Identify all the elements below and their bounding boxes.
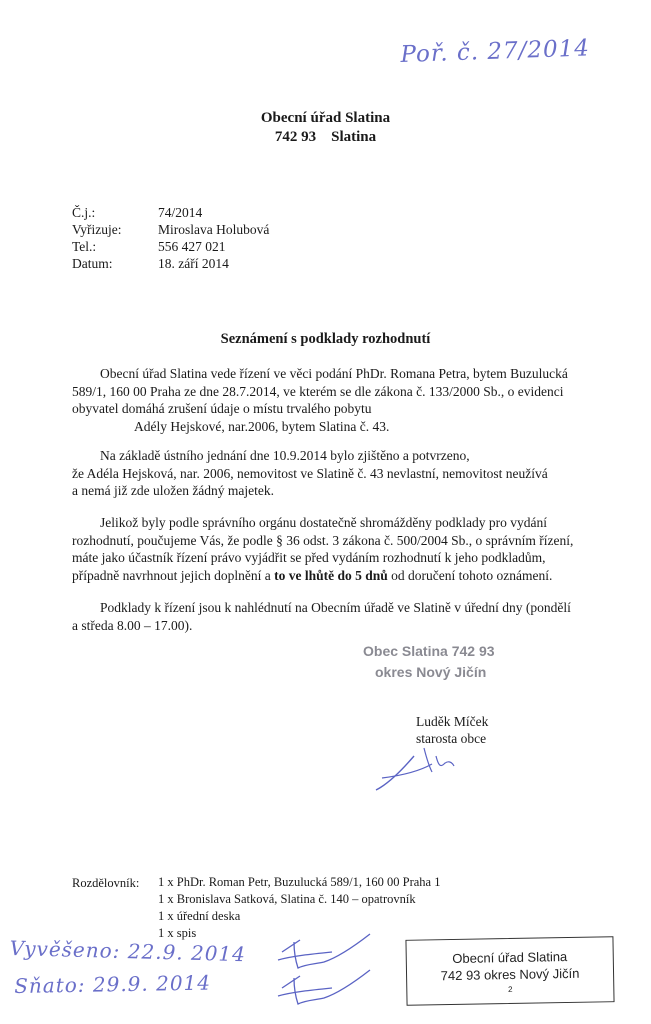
distribution-item: 1 x úřední deska <box>158 909 241 923</box>
office-name: Obecní úřad Slatina <box>260 110 391 126</box>
meta-ref-value: 74/2014 <box>158 205 203 220</box>
paragraph-line: rozhodnutí, poučujeme Vás, že podle § 36 odst. 3 zákona č. 500/2004 Sb., o správním řízení, <box>72 532 574 548</box>
distribution-item: 1 x Bronislava Satková, Slatina č. 140 – opatrovník <box>158 892 416 906</box>
paragraph-line: a nemá již zde uložen žádný majetek. <box>72 483 275 498</box>
paragraph-line-deadline <box>72 567 624 585</box>
paragraph-inspection <box>72 599 624 634</box>
paragraph-line: obyvatel domáhá zrušení údaje o místu trvalého pobytu <box>72 401 372 416</box>
paragraph-findings <box>72 447 624 500</box>
mayor-signature-icon <box>368 742 508 802</box>
handwritten-reference-number: Poř. č. 27/2014 <box>400 35 591 68</box>
meta-handler-value: Miroslava Holubová <box>158 222 270 237</box>
distribution-item: 1 x PhDr. Roman Petr, Buzulucká 589/1, 160 00 Praha 1 <box>158 875 441 889</box>
meta-handler-label: Vyřizuje: <box>72 222 122 237</box>
signatory-name: Luděk Míček <box>416 714 489 729</box>
distribution-label: Rozdělovník: <box>72 876 140 890</box>
office-address: 742 93 Slatina <box>274 129 377 145</box>
meta-date-value: 18. září 2014 <box>158 256 229 271</box>
paragraph-line: máte jako účastník řízení právo vyjádřit se před vydáním rozhodnutí k jeho podkladům, <box>72 550 546 565</box>
municipal-stamp-line2: okres Nový Jičín <box>375 664 487 680</box>
meta-phone-label: Tel.: <box>72 239 97 254</box>
paragraph-line: 589/1, 160 00 Praha ze dne 28.7.2014, ve kterém se dle zákona č. 133/2000 Sb., o evidenci <box>72 383 564 399</box>
deadline-pre-text: případně navrhnout jejich doplnění a <box>72 567 275 583</box>
paragraph-line: že Adéla Hejsková, nar. 2006, nemovitost ve Slatině č. 43 nevlastní, nemovitost neužívá <box>72 465 548 481</box>
meta-ref-label: Č.j.: <box>72 205 96 220</box>
paragraph-proceedings <box>72 365 624 435</box>
registry-stamp-line2: 742 93 okres Nový Jičín <box>440 965 580 984</box>
paragraph-line: Na základě ústního jednání dne 10.9.2014 bylo zjištěno a potvrzeno, <box>100 448 470 463</box>
meta-phone-value: 556 427 021 <box>158 239 226 254</box>
registry-stamp-line1: Obecní úřad Slatina <box>452 949 568 967</box>
meta-date-label: Datum: <box>72 256 113 271</box>
distribution-item: 1 x spis <box>158 926 197 940</box>
handwritten-removed-note: Sňato: 29.9. 2014 <box>14 970 212 998</box>
handwritten-posted-note: Vyvěšeno: 22.9. 2014 <box>9 936 247 967</box>
deadline-post-text: od doručení tohoto oznámení. <box>387 567 553 583</box>
municipal-stamp-line1: Obec Slatina 742 93 <box>363 643 495 659</box>
clerk-signature-icon <box>272 930 382 1010</box>
paragraph-line: Obecní úřad Slatina vede řízení ve věci podání PhDr. Romana Petra, bytem Buzulucká <box>100 366 568 381</box>
signatory-role: starosta obce <box>416 731 487 746</box>
paragraph-line: Adély Hejskové, nar.2006, bytem Slatina č. 43. <box>134 418 390 434</box>
paragraph-line: Podklady k řízení jsou k nahlédnutí na Obecním úřadě ve Slatině v úřední dny (pondělí <box>100 600 571 615</box>
paragraph-line: Jelikož byly podle správního orgánu dostatečně shromážděny podklady pro vydání <box>100 515 548 530</box>
document-title: Seznámení s podklady rozhodnutí <box>220 331 431 347</box>
paragraph-line: a středa 8.00 – 17.00). <box>72 617 193 633</box>
registry-stamp-number: 2 <box>508 984 513 995</box>
deadline-bold-text: to ve lhůtě do 5 dnů <box>274 567 388 583</box>
paragraph-instruction <box>72 514 624 584</box>
registry-stamp-box <box>405 936 614 1006</box>
